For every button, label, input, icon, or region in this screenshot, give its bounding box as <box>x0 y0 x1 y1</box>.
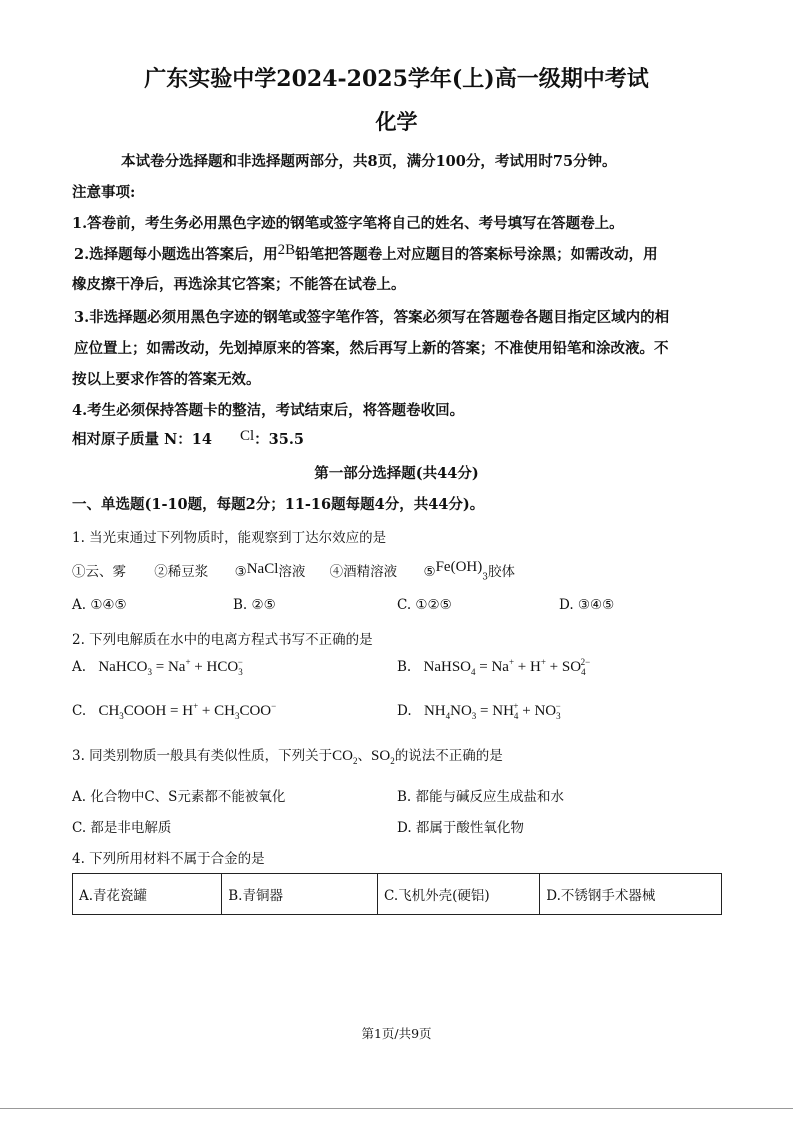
subject-title: 化学 <box>375 109 418 134</box>
q2-equation-c: $CH_3COOH = H^+ + CH_3COO^-$ <box>98 701 277 721</box>
atomic-mass-cl: ：35.5 <box>254 431 304 448</box>
q3-stem: 3. 同类别物质一般具有类似性质，下列关于$CO_2$、$SO_2$的说法不正确的是 <box>72 748 503 766</box>
q2-equation-a: NaHCO$_3$ = $Na^+ + HCO_3^-$ <box>98 657 243 677</box>
q3-option-c: C. 都是非电解质 <box>72 820 172 836</box>
q1-option-d: D. ③④⑤ <box>559 597 615 613</box>
part1-heading: 第一部分选择题(共44分) <box>314 465 479 482</box>
section-single-choice: 一、单选题(1-10题，每题2分；11-16题每题4分，共44分)。 <box>72 496 485 513</box>
q3-option-a: A. 化合物中C、S元素都不能被氧化 <box>72 789 286 805</box>
q2-option-d: D. $NH_4NO_3 = NH_4^+ + NO_3^-$ <box>397 701 561 721</box>
q3-option-d: D. 都属于酸性氧化物 <box>397 820 524 836</box>
q4-stem: 4. 下列所用材料不属于合金的是 <box>72 851 265 867</box>
pencil-2b: 2B <box>277 242 296 258</box>
q1-item-3: ③NaCl溶液 <box>234 561 306 580</box>
q1-item-5: $⑤Fe(OH)_3$胶体 <box>423 559 515 583</box>
q2-stem: 2. 下列电解质在水中的电离方程式书写不正确的是 <box>72 632 373 648</box>
q2-option-c: C. $CH_3COOH = H^+ + CH_3COO^-$ <box>72 701 277 721</box>
exam-title: 广东实验中学2024-2025学年(上)高一级期中考试 <box>144 66 649 92</box>
q2-option-a: A. NaHCO$_3$ = $Na^+ + HCO_3^-$ <box>72 657 243 677</box>
intro-text: 本试卷分选择题和非选择题两部分，共8页，满分100分，考试用时75分钟。 <box>121 153 617 170</box>
q1-items <box>72 560 515 581</box>
q4-cell-a: A.青花瓷罐 <box>73 874 222 915</box>
table-row <box>73 874 722 915</box>
atomic-masses <box>72 428 304 449</box>
bottom-divider <box>0 1108 793 1109</box>
formula-so2: $SO_2$ <box>371 748 395 766</box>
element-cl: Cl <box>239 428 255 444</box>
q4-cell-c: C.飞机外壳(硬铝) <box>378 874 540 915</box>
page-footer: 第1页/共9页 <box>361 1026 432 1041</box>
q1-stem: 1. 当光束通过下列物质时，能观察到丁达尔效应的是 <box>72 530 387 546</box>
q1-item-2: ②稀豆浆 <box>154 564 209 580</box>
q4-options-table <box>72 873 722 915</box>
q2-option-b: B. NaHSO$_4$ = $Na^+ + H^+ + SO_4^{2-}$ <box>397 657 591 677</box>
atomic-mass-n: 相对原子质量 N：14 <box>72 431 212 448</box>
q1-option-c: C. ①②⑤ <box>397 597 452 613</box>
notice-item-1: 1.答卷前，考生务必用黑色字迹的钢笔或签字笔将自己的姓名、考号填写在答题卷上。 <box>72 215 624 232</box>
notice-item-2-cont: 橡皮擦干净后，再选涂其它答案；不能答在试卷上。 <box>72 276 406 293</box>
q1-item-1: ①云、雾 <box>72 564 126 580</box>
q1-option-a: A. ①④⑤ <box>72 597 127 613</box>
notice-item-2-a: 2.选择题每小题选出答案后，用 <box>74 246 278 263</box>
formula-co2: $CO_2$ <box>332 748 358 766</box>
notice-item-3-cont2: 按以上要求作答的答案无效。 <box>72 371 261 388</box>
q4-cell-b: B.青铜器 <box>222 874 378 915</box>
notice-item-4: 4.考生必须保持答题卡的整洁，考试结束后，将答题卷收回。 <box>72 402 465 419</box>
q2-equation-b: NaHSO$_4$ = $Na^+ + H^+ + SO_4^{2-}$ <box>423 657 591 677</box>
q3-option-b: B. 都能与碱反应生成盐和水 <box>397 789 565 805</box>
notice-item-3: 3.非选择题必须用黑色字迹的钢笔或签字笔作答，答案必须写在答题卷各题目指定区域内的相 <box>74 309 670 326</box>
q2-equation-d: $NH_4NO_3 = NH_4^+ + NO_3^-$ <box>423 701 561 721</box>
q4-cell-d: D.不锈钢手术器械 <box>540 874 722 915</box>
q1-option-b: B. ②⑤ <box>233 597 276 613</box>
notice-item-2 <box>74 243 658 264</box>
notice-item-3-cont1: 应位置上；如需改动，先划掉原来的答案，然后再写上新的答案；不准使用铅笔和涂改液。不 <box>74 340 669 357</box>
notice-item-2-c: 铅笔把答题卷上对应题目的答案标号涂黑；如需改动，用 <box>295 246 658 263</box>
q1-item-4: ④酒精溶液 <box>329 564 398 580</box>
notice-heading: 注意事项: <box>72 184 136 201</box>
